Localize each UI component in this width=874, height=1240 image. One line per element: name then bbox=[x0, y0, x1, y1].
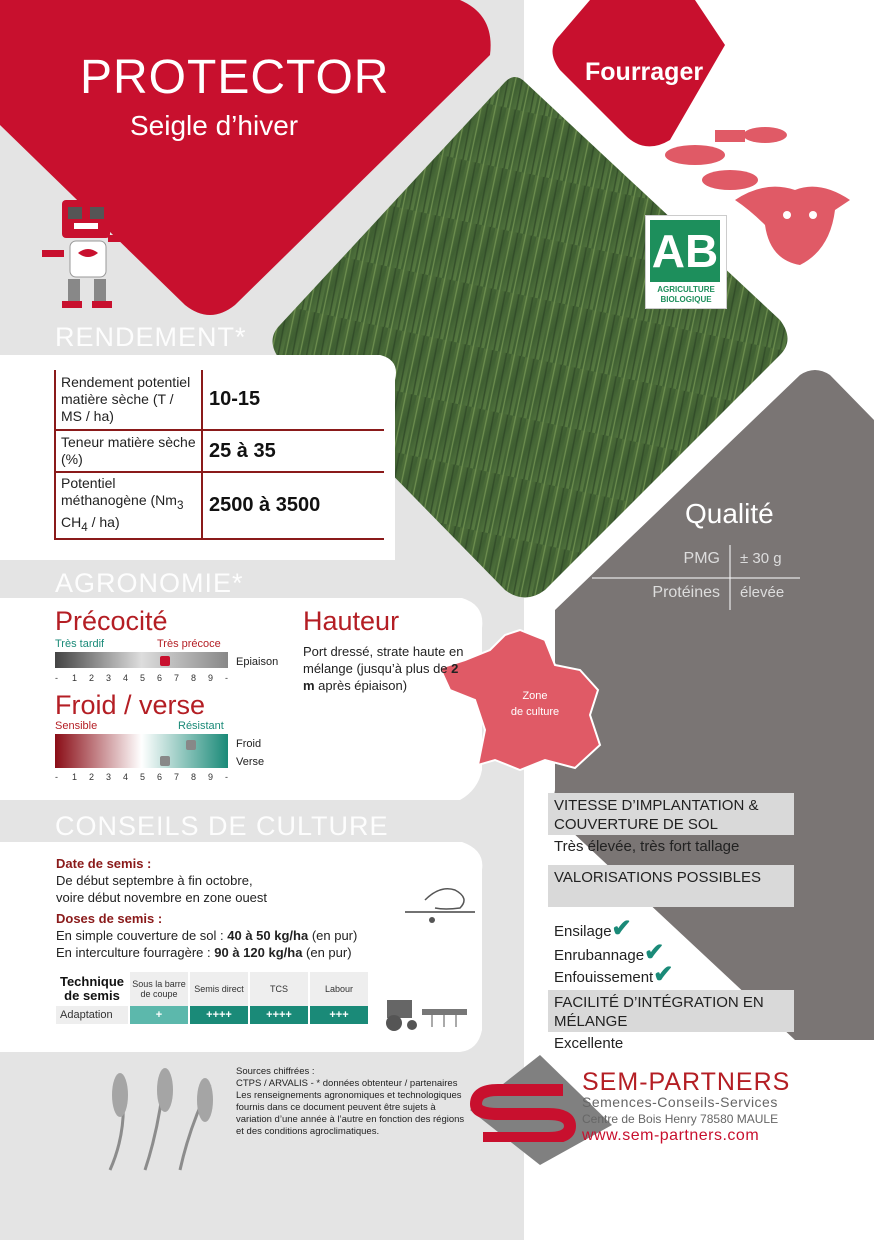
table-row bbox=[55, 430, 384, 472]
company-tagline: Semences-Conseils-Services bbox=[582, 1094, 778, 1110]
ab-line2: BIOLOGIQUE bbox=[660, 295, 712, 304]
valorisation-label: Enfouissement bbox=[554, 969, 654, 986]
dose-post: (en pur) bbox=[308, 928, 358, 943]
precocite-marker-label: Epiaison bbox=[236, 656, 279, 668]
label-main: Potentiel méthanogène (Nm bbox=[61, 475, 177, 508]
robot-mascot-icon bbox=[40, 195, 140, 315]
tech-value: +++ bbox=[310, 1006, 368, 1024]
agronomie-heading: AGRONOMIE* bbox=[55, 568, 244, 598]
scale-tick: - bbox=[225, 673, 228, 683]
vitesse-title: VITESSE D’IMPLANTATION & COUVERTURE DE SOL bbox=[548, 793, 794, 835]
qualite-value: ± 30 g bbox=[740, 550, 782, 567]
doses-title: Doses de semis : bbox=[56, 911, 163, 926]
rendement-label: Rendement potentiel matière sèche (T / MS / ha) bbox=[55, 370, 202, 430]
scale-tick: 9 bbox=[208, 673, 214, 683]
precocite-bar bbox=[55, 652, 228, 668]
rendement-label: Teneur matière sèche (%) bbox=[55, 430, 202, 472]
rendement-heading: RENDEMENT* bbox=[55, 322, 247, 352]
sources-block bbox=[236, 1066, 466, 1138]
scale-tick: 2 bbox=[89, 673, 95, 683]
date-line2: voire début novembre en zone ouest bbox=[56, 890, 268, 905]
froid-marker-label: Froid bbox=[236, 738, 262, 750]
tech-value: + bbox=[130, 1006, 188, 1024]
ab-line1: AGRICULTURE bbox=[657, 285, 715, 294]
cow-icon bbox=[725, 180, 860, 270]
valorisation-label: Enrubannage bbox=[554, 947, 645, 964]
precocite-left: Très tardif bbox=[55, 638, 105, 650]
hauteur-title: Hauteur bbox=[303, 606, 400, 636]
hauteur-after: après épiaison) bbox=[314, 678, 408, 693]
wheat-icon bbox=[90, 1065, 220, 1175]
category-badge: Fourrager bbox=[585, 58, 704, 86]
tractor-icon bbox=[382, 985, 472, 1033]
scale-tick: 6 bbox=[157, 772, 163, 782]
dose-pre: En interculture fourragère : bbox=[56, 945, 215, 960]
scale-tick: 8 bbox=[191, 673, 197, 683]
table-row bbox=[56, 972, 368, 1006]
company-name-bold: SEM bbox=[582, 1068, 640, 1096]
rendement-label bbox=[55, 472, 202, 539]
froid-marker bbox=[186, 740, 196, 750]
scale-tick: 8 bbox=[191, 772, 197, 782]
scale-tick: 3 bbox=[106, 673, 112, 683]
rendement-value: 2500 à 3500 bbox=[202, 472, 384, 539]
company-name bbox=[582, 1068, 790, 1097]
qualite-label: Protéines bbox=[652, 584, 720, 601]
zone-line1: Zone bbox=[522, 690, 548, 702]
precocite-title: Précocité bbox=[55, 606, 168, 636]
froid-left: Sensible bbox=[55, 720, 98, 732]
table-row bbox=[55, 472, 384, 539]
scale-tick: - bbox=[55, 772, 58, 782]
valorisation-item bbox=[554, 960, 673, 989]
company-address: Centre de Bois Henry 78580 MAULE bbox=[582, 1112, 779, 1126]
hauteur-bold: 2 m bbox=[303, 661, 459, 693]
tech-title: Technique de semis bbox=[59, 974, 125, 1003]
scale-tick: - bbox=[55, 673, 58, 683]
zone-line2: de culture bbox=[510, 706, 560, 718]
froid-bar bbox=[55, 734, 228, 768]
rendement-value: 10-15 bbox=[202, 370, 384, 430]
company-website[interactable]: www.sem-partners.com bbox=[582, 1127, 760, 1144]
froid-right: Résistant bbox=[178, 720, 224, 732]
technique-table bbox=[54, 972, 370, 1024]
label-sub: 3 bbox=[176, 498, 184, 512]
scale-tick: 1 bbox=[72, 673, 78, 683]
scale-tick: 7 bbox=[174, 772, 180, 782]
qualite-label: PMG bbox=[683, 550, 720, 567]
scale-tick: 5 bbox=[140, 673, 146, 683]
sources-body: CTPS / ARVALIS - * données obtenteur / partenaires Les renseignements agronomiques et technologiques fournis dans ce document peuvent être sujets à variation d’une année à l’autre en fonction des régions et des conditions agroclimatiques. bbox=[236, 1078, 465, 1137]
tech-header: Sous la barre de coupe bbox=[130, 972, 188, 1006]
vitesse-value: Très élevée, très fort tallage bbox=[554, 838, 740, 855]
table-row bbox=[56, 1006, 368, 1024]
dose-bold: 40 à 50 kg/ha bbox=[227, 928, 309, 943]
verse-marker-label: Verse bbox=[236, 756, 265, 768]
scale-tick: 4 bbox=[123, 673, 129, 683]
precocite-right: Très précoce bbox=[157, 638, 221, 650]
sources-title: Sources chiffrées : bbox=[236, 1066, 315, 1077]
facilite-title: FACILITÉ D’INTÉGRATION EN MÉLANGE bbox=[548, 990, 794, 1032]
hauteur-text bbox=[303, 643, 468, 694]
date-line1: De début septembre à fin octobre, bbox=[56, 873, 253, 888]
scale-tick: 7 bbox=[174, 673, 180, 683]
scale-tick: 1 bbox=[72, 772, 78, 782]
scale-tick: 9 bbox=[208, 772, 214, 782]
check-icon: ✔ bbox=[653, 961, 674, 988]
dose-bold: 90 à 120 kg/ha bbox=[214, 945, 303, 960]
tech-value: ++++ bbox=[190, 1006, 248, 1024]
dose-pre: En simple couverture de sol : bbox=[56, 928, 228, 943]
tech-header: TCS bbox=[250, 972, 308, 1006]
tech-row-label: Adaptation bbox=[56, 1006, 128, 1024]
ab-letters-box: AB bbox=[650, 220, 720, 282]
scale-tick: 3 bbox=[106, 772, 112, 782]
facilite-value: Excellente bbox=[554, 1035, 624, 1052]
scale-tick: 2 bbox=[89, 772, 95, 782]
conseils-heading: CONSEILS DE CULTURE bbox=[55, 811, 389, 841]
qualite-value: élevée bbox=[740, 584, 785, 601]
scale-tick: 5 bbox=[140, 772, 146, 782]
dose-line-2 bbox=[56, 944, 396, 961]
label-end: / ha) bbox=[87, 513, 120, 530]
product-title: PROTECTOR bbox=[80, 51, 390, 104]
dose-line-1 bbox=[56, 927, 396, 944]
rendement-table bbox=[54, 370, 384, 540]
hauteur-desc: Port dressé, strate haute en mélange (jusqu’à plus de bbox=[303, 644, 464, 676]
verse-marker bbox=[160, 756, 170, 766]
hand-seeding-icon bbox=[400, 860, 480, 930]
sem-logo-icon bbox=[468, 1082, 578, 1142]
check-icon: ✔ bbox=[611, 915, 632, 942]
scale-tick: 4 bbox=[123, 772, 129, 782]
qualite-title: Qualité bbox=[685, 498, 774, 529]
label-mid: CH bbox=[61, 513, 82, 530]
scale-tick: - bbox=[225, 772, 228, 782]
check-icon: ✔ bbox=[644, 939, 665, 966]
date-title: Date de semis : bbox=[56, 856, 152, 871]
tech-header: Labour bbox=[310, 972, 368, 1006]
table-row bbox=[55, 370, 384, 430]
tech-header: Semis direct bbox=[190, 972, 248, 1006]
rendement-value: 25 à 35 bbox=[202, 430, 384, 472]
dose-post: (en pur) bbox=[302, 945, 352, 960]
tech-value: ++++ bbox=[250, 1006, 308, 1024]
product-subtitle: Seigle d’hiver bbox=[130, 110, 299, 141]
froid-title: Froid / verse bbox=[55, 690, 206, 720]
valorisations-title: VALORISATIONS POSSIBLES bbox=[548, 865, 794, 907]
conseils-body bbox=[56, 855, 396, 961]
valorisation-label: Ensilage bbox=[554, 923, 612, 940]
zone-label bbox=[495, 688, 575, 720]
precocite-marker bbox=[160, 656, 170, 666]
scale-tick: 6 bbox=[157, 673, 163, 683]
company-name-rest: -PARTNERS bbox=[639, 1068, 791, 1096]
label-sub: 4 bbox=[81, 520, 88, 534]
ab-label bbox=[645, 215, 727, 309]
